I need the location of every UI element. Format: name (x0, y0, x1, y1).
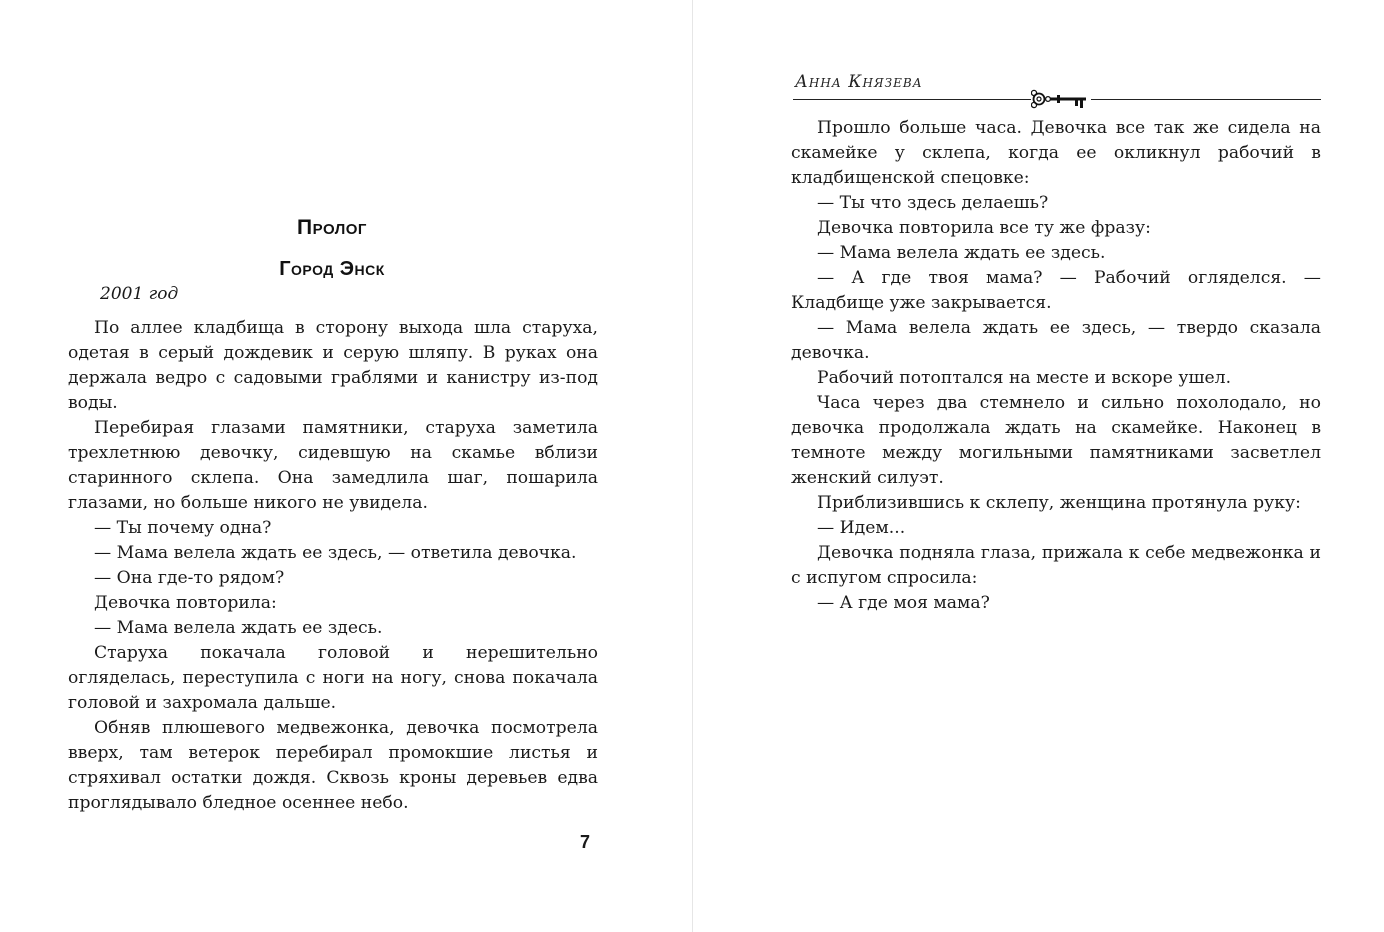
running-header-author: Анна Князева (795, 72, 923, 92)
paragraph: — А где твоя мама? — Рабочий огляделся. — Кладбище уже закрывается. (791, 268, 1321, 313)
paragraph: — Ты почему одна? (94, 518, 272, 538)
paragraph: Прошло больше часа. Девочка все так же сидела на скамейке у склепа, когда ее окликнул рабочий в кладбищенской спецовке: (791, 118, 1321, 188)
dateline: 2001 год (100, 284, 179, 304)
paragraph: — А где моя мама? (817, 593, 990, 613)
paragraph: Девочка повторила все ту же фразу: (817, 218, 1151, 238)
left-page-text (68, 316, 598, 816)
paragraph: Часа через два стемнело и сильно похолодало, но девочка продолжала ждать на скамейке. Наконец в темноте между могильными памятниками засветлел женский силуэт. (791, 393, 1321, 488)
paragraph: Перебирая глазами памятники, старуха заметила трехлетнюю девочку, сидевшую на скамье вблизи старинного склепа. Она замедлила шаг, пошарила глазами, но больше никого не увидела. (68, 418, 598, 513)
paragraph: — Ты что здесь делаешь? (817, 193, 1049, 213)
chapter-subtitle: Город Энск (279, 258, 385, 280)
right-page (693, 0, 1384, 932)
paragraph: — Мама велела ждать ее здесь. (817, 243, 1106, 263)
paragraph: Обняв плюшевого медвежонка, девочка посмотрела вверх, там ветерок перебирал промокшие листья и стряхивал остатки дождя. Сквозь кроны деревьев едва проглядывало бледное осеннее небо. (68, 718, 598, 813)
paragraph: Девочка повторила: (94, 593, 277, 613)
chapter-title: Пролог (297, 216, 367, 239)
paragraph: — Мама велела ждать ее здесь, — твердо сказала девочка. (791, 318, 1321, 363)
paragraph: — Мама велела ждать ее здесь. (94, 618, 383, 638)
page-number: 7 (580, 832, 591, 852)
paragraph: Старуха покачала головой и нерешительно огляделась, переступила с ноги на ногу, снова покачала головой и захромала дальше. (68, 643, 598, 713)
right-page-text (791, 116, 1321, 616)
paragraph: — Она где-то рядом? (94, 568, 285, 588)
paragraph: Девочка подняла глаза, прижала к себе медвежонка и с испугом спросила: (791, 543, 1321, 588)
paragraph: Рабочий потоптался на месте и вскоре ушел. (817, 368, 1232, 388)
paragraph: По аллее кладбища в сторону выхода шла старуха, одетая в серый дождевик и серую шляпу. В руках она держала ведро с садовыми граблями и канистру из-под воды. (68, 318, 598, 413)
key-icon (1031, 88, 1091, 110)
paragraph: Приблизившись к склепу, женщина протянула руку: (817, 493, 1301, 513)
paragraph: — Идем... (817, 518, 906, 538)
paragraph: — Мама велела ждать ее здесь, — ответила девочка. (94, 543, 577, 563)
